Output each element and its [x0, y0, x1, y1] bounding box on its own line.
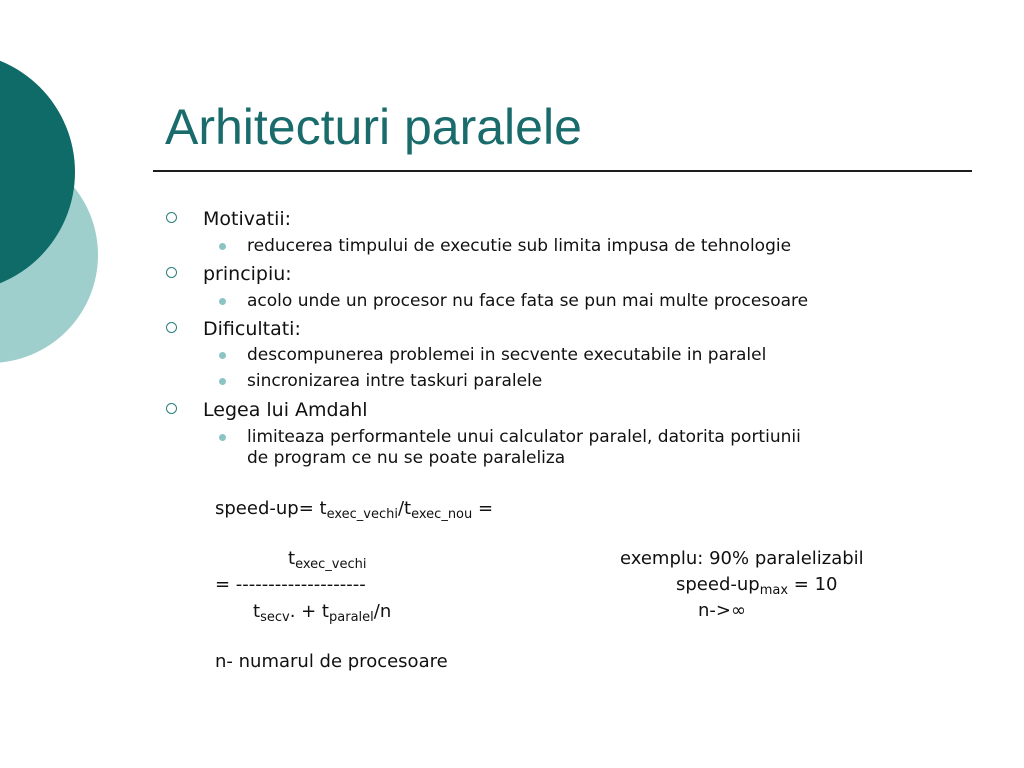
- hollow-circle-bullet-icon: [166, 212, 177, 223]
- formula-fraction-line: = --------------------: [215, 574, 366, 595]
- sub-bullet-text: sincronizarea intre taskuri paralele: [247, 371, 543, 391]
- bullet-label: Motivatii:: [203, 208, 292, 230]
- sub-bullet-text: acolo unde un procesor nu face fata se pun mai multe procesoare: [247, 291, 809, 311]
- bullet-motivatii: [203, 207, 291, 231]
- sub-bullet-text: limiteaza performantele unui calculator paralel, datorita portiunii: [247, 427, 801, 447]
- dot-bullet-icon: [219, 243, 226, 250]
- dot-bullet-icon: [219, 298, 226, 305]
- sub-bullet: [247, 291, 808, 312]
- hollow-circle-bullet-icon: [166, 322, 177, 333]
- sub-bullet: [247, 236, 791, 257]
- dot-bullet-icon: [219, 352, 226, 359]
- hollow-circle-bullet-icon: [166, 267, 177, 278]
- example-line-3: n->∞: [698, 600, 746, 621]
- sub-bullet-text: descompunerea problemei in secvente executabile in paralel: [247, 345, 767, 365]
- formula-numerator: $t_{exec\_vechi}$: [288, 548, 367, 572]
- title-divider: [153, 170, 972, 172]
- dot-bullet-icon: [219, 378, 226, 385]
- decorative-circles: [0, 0, 110, 420]
- bullet-label: principiu:: [203, 263, 292, 285]
- sub-bullet: [247, 371, 542, 392]
- slide-title: Arhitecturi paralele: [165, 99, 582, 155]
- bullet-amdahl: [203, 398, 368, 422]
- example-line-1: exemplu: 90% paralelizabil: [620, 548, 864, 569]
- bullet-label: Dificultati:: [203, 318, 301, 340]
- sub-bullet-text: reducerea timpului de executie sub limita impusa de tehnologie: [247, 236, 792, 256]
- bullet-dificultati: [203, 317, 301, 341]
- example-line-2: speed-$up_{max} = 10$: [676, 574, 838, 598]
- sub-bullet-text: de program ce nu se poate paraleliza: [247, 448, 566, 468]
- speedup-definition: speed-up= $t_{exec\_vechi}/t_{exec\_nou}$ =: [215, 498, 494, 522]
- sub-bullet-continuation: [247, 448, 565, 469]
- formula-denominator: $t_{secv}$. + $t_{paralel}/n$: [253, 601, 392, 625]
- sub-bullet: [247, 345, 766, 366]
- bullet-principiu: [203, 262, 292, 286]
- hollow-circle-bullet-icon: [166, 403, 177, 414]
- dot-bullet-icon: [219, 434, 226, 441]
- sub-bullet: [247, 427, 801, 448]
- formula-footnote: n- numarul de procesoare: [215, 651, 448, 672]
- bullet-label: Legea lui Amdahl: [203, 399, 368, 421]
